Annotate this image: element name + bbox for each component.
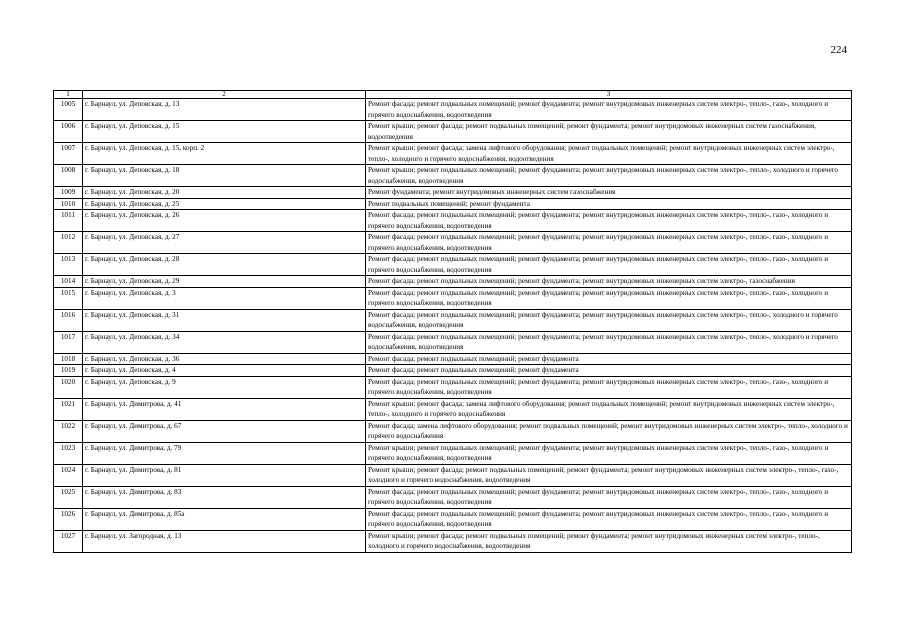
row-works: Ремонт крыши; ремонт фасада; замена лифтового оборудования; ремонт подвальных помещений; ремонт внутридомовых инженерных систем электро-, тепло-, холодного и горячего водоснабжения (366, 398, 852, 420)
row-address: г. Барнаул, ул. Димитрова, д. 79 (83, 442, 366, 464)
row-works: Ремонт фасада; ремонт подвальных помещений; ремонт фундамента; ремонт внутридомовых инженерных систем электро-, тепло-, газо-, холодного и горячего водоснабжения, водоотведения (366, 376, 852, 398)
row-number: 1025 (54, 486, 83, 508)
table-row (54, 353, 852, 365)
row-works: Ремонт фасада; замена лифтового оборудования; ремонт подвальных помещений; ремонт внутридомовых инженерных систем электро-, тепло-, холодного и горячего водоснабжения (366, 420, 852, 442)
table-row (54, 398, 852, 420)
row-address: г. Барнаул, ул. Димитрова, д. 67 (83, 420, 366, 442)
table-row (54, 143, 852, 165)
row-number: 1017 (54, 331, 83, 353)
row-address: г. Барнаул, ул. Димитрова, д. 85а (83, 508, 366, 530)
row-address: г. Барнаул, ул. Деповская, д. 18 (83, 165, 366, 187)
row-number: 1021 (54, 398, 83, 420)
row-number: 1005 (54, 99, 83, 121)
row-works: Ремонт фасада; ремонт подвальных помещений; ремонт фундамента; ремонт внутридомовых инженерных систем электро-, газоснабжения (366, 276, 852, 288)
column-header-row (54, 91, 852, 99)
row-number: 1008 (54, 165, 83, 187)
table-row (54, 486, 852, 508)
row-address: г. Барнаул, ул. Деповская, д. 15 (83, 121, 366, 143)
row-address: г. Барнаул, ул. Деповская, д. 29 (83, 276, 366, 288)
table-row (54, 187, 852, 199)
row-number: 1012 (54, 232, 83, 254)
row-number: 1015 (54, 287, 83, 309)
row-works: Ремонт фасада; ремонт подвальных помещений; ремонт фундамента; ремонт внутридомовых инженерных систем электро-, тепло-, газо-, холодного и горячего водоснабжения, водоотведения (366, 254, 852, 276)
column-header-address: 2 (83, 91, 366, 99)
row-works: Ремонт крыши; ремонт подвальных помещений; ремонт фундамента; ремонт внутридомовых инженерных систем электро-, тепло-, холодного и горячего водоснабжения, водоотведения (366, 165, 852, 187)
row-address: г. Барнаул, ул. Деповская, д. 15, корп. 2 (83, 143, 366, 165)
table-row (54, 276, 852, 288)
table-row (54, 464, 852, 486)
row-address: г. Барнаул, ул. Деповская, д. 26 (83, 210, 366, 232)
row-number: 1013 (54, 254, 83, 276)
row-address: г. Барнаул, ул. Деповская, д. 13 (83, 99, 366, 121)
page-number: 224 (830, 44, 847, 56)
row-works: Ремонт фасада; ремонт подвальных помещений; ремонт фундамента; ремонт внутридомовых инженерных систем электро-, тепло-, холодного и горячего водоснабжения, водоотведения (366, 331, 852, 353)
table-row (54, 365, 852, 377)
row-works: Ремонт фасада; ремонт подвальных помещений; ремонт фундамента; ремонт внутридомовых инженерных систем электро-, тепло-, газо-, холодного и горячего водоснабжения, водоотведения (366, 232, 852, 254)
table-body (54, 91, 852, 553)
row-works: Ремонт фасада; ремонт подвальных помещений; ремонт фундамента; ремонт внутридомовых инженерных систем электро-, тепло-, газо-, холодного и горячего водоснабжения, водоотведения (366, 486, 852, 508)
table-row (54, 287, 852, 309)
row-works: Ремонт фасада; ремонт подвальных помещений; ремонт фундамента (366, 365, 852, 377)
row-number: 1009 (54, 187, 83, 199)
row-works: Ремонт крыши; ремонт фасада; замена лифтового оборудования; ремонт подвальных помещений; ремонт внутридомовых инженерных систем электро-, тепло-, холодного и горячего водоснабжения, водоотведения (366, 143, 852, 165)
row-works: Ремонт подвальных помещений; ремонт фундамента (366, 198, 852, 210)
row-works: Ремонт фасада; ремонт подвальных помещений; ремонт фундамента; ремонт внутридомовых инженерных систем электро-, тепло-, газо-, холодного и горячего водоснабжения, водоотведения (366, 287, 852, 309)
table-row (54, 309, 852, 331)
row-address: г. Барнаул, ул. Димитрова, д. 83 (83, 486, 366, 508)
row-works: Ремонт фундамента; ремонт внутридомовых инженерных систем газоснабжения (366, 187, 852, 199)
row-works: Ремонт фасада; ремонт подвальных помещений; ремонт фундамента; ремонт внутридомовых инженерных систем электро-, тепло-, холодного и горячего водоснабжения, водоотведения (366, 309, 852, 331)
row-number: 1007 (54, 143, 83, 165)
row-number: 1019 (54, 365, 83, 377)
table-row (54, 210, 852, 232)
row-number: 1014 (54, 276, 83, 288)
column-header-number: 1 (54, 91, 83, 99)
row-number: 1018 (54, 353, 83, 365)
table-row (54, 99, 852, 121)
row-works: Ремонт крыши; ремонт фасада; ремонт подвальных помещений; ремонт фундамента; ремонт внутридомовых инженерных систем электро-, тепло-, газо-, холодного и горячего водоснабжения, водоотведения (366, 464, 852, 486)
row-works: Ремонт фасада; ремонт подвальных помещений; ремонт фундамента; ремонт внутридомовых инженерных систем электро-, тепло-, газо-, холодного и горячего водоснабжения, водоотведения (366, 508, 852, 530)
table-row (54, 121, 852, 143)
column-header-works: 3 (366, 91, 852, 99)
row-address: г. Барнаул, ул. Деповская, д. 3 (83, 287, 366, 309)
row-address: г. Барнаул, ул. Деповская, д. 28 (83, 254, 366, 276)
repair-registry-table (53, 90, 852, 553)
table-row (54, 376, 852, 398)
row-number: 1016 (54, 309, 83, 331)
row-works: Ремонт крыши; ремонт фасада; ремонт подвальных помещений; ремонт фундамента; ремонт внутридомовых инженерных систем электро-, тепло-, холодного и горячего водоснабжения, водоотведения (366, 530, 852, 552)
table-row (54, 420, 852, 442)
table-row (54, 442, 852, 464)
row-number: 1023 (54, 442, 83, 464)
row-number: 1006 (54, 121, 83, 143)
row-works: Ремонт крыши; ремонт фасада; ремонт подвальных помещений; ремонт фундамента; ремонт внутридомовых инженерных систем газоснабжения, водоотведения (366, 121, 852, 143)
row-number: 1022 (54, 420, 83, 442)
row-works: Ремонт фасада; ремонт подвальных помещений; ремонт фундамента; ремонт внутридомовых инженерных систем электро-, тепло-, газо-, холодного и горячего водоснабжения, водоотведения (366, 99, 852, 121)
row-address: г. Барнаул, ул. Деповская, д. 25 (83, 198, 366, 210)
row-works: Ремонт фасада; ремонт подвальных помещений; ремонт фундамента (366, 353, 852, 365)
row-number: 1024 (54, 464, 83, 486)
table-row (54, 232, 852, 254)
row-works: Ремонт фасада; ремонт подвальных помещений; ремонт фундамента; ремонт внутридомовых инженерных систем электро-, тепло-, газо-, холодного и горячего водоснабжения, водоотведения (366, 210, 852, 232)
row-works: Ремонт крыши; ремонт подвальных помещений; ремонт фундамента; ремонт внутридомовых инженерных систем электро-, тепло-, газо-, холодного и горячего водоснабжения, водоотведения (366, 442, 852, 464)
row-number: 1027 (54, 530, 83, 552)
table-row (54, 165, 852, 187)
table-row (54, 530, 852, 552)
row-number: 1026 (54, 508, 83, 530)
row-address: г. Барнаул, ул. Деповская, д. 31 (83, 309, 366, 331)
row-address: г. Барнаул, ул. Деповская, д. 4 (83, 365, 366, 377)
row-address: г. Барнаул, ул. Загородная, д. 13 (83, 530, 366, 552)
row-address: г. Барнаул, ул. Деповская, д. 20 (83, 187, 366, 199)
row-address: г. Барнаул, ул. Димитрова, д. 41 (83, 398, 366, 420)
row-number: 1010 (54, 198, 83, 210)
row-number: 1020 (54, 376, 83, 398)
row-address: г. Барнаул, ул. Деповская, д. 9 (83, 376, 366, 398)
row-address: г. Барнаул, ул. Деповская, д. 27 (83, 232, 366, 254)
table-row (54, 508, 852, 530)
table-row (54, 331, 852, 353)
table-row (54, 198, 852, 210)
row-number: 1011 (54, 210, 83, 232)
row-address: г. Барнаул, ул. Деповская, д. 34 (83, 331, 366, 353)
row-address: г. Барнаул, ул. Димитрова, д. 81 (83, 464, 366, 486)
row-address: г. Барнаул, ул. Деповская, д. 36 (83, 353, 366, 365)
table-row (54, 254, 852, 276)
